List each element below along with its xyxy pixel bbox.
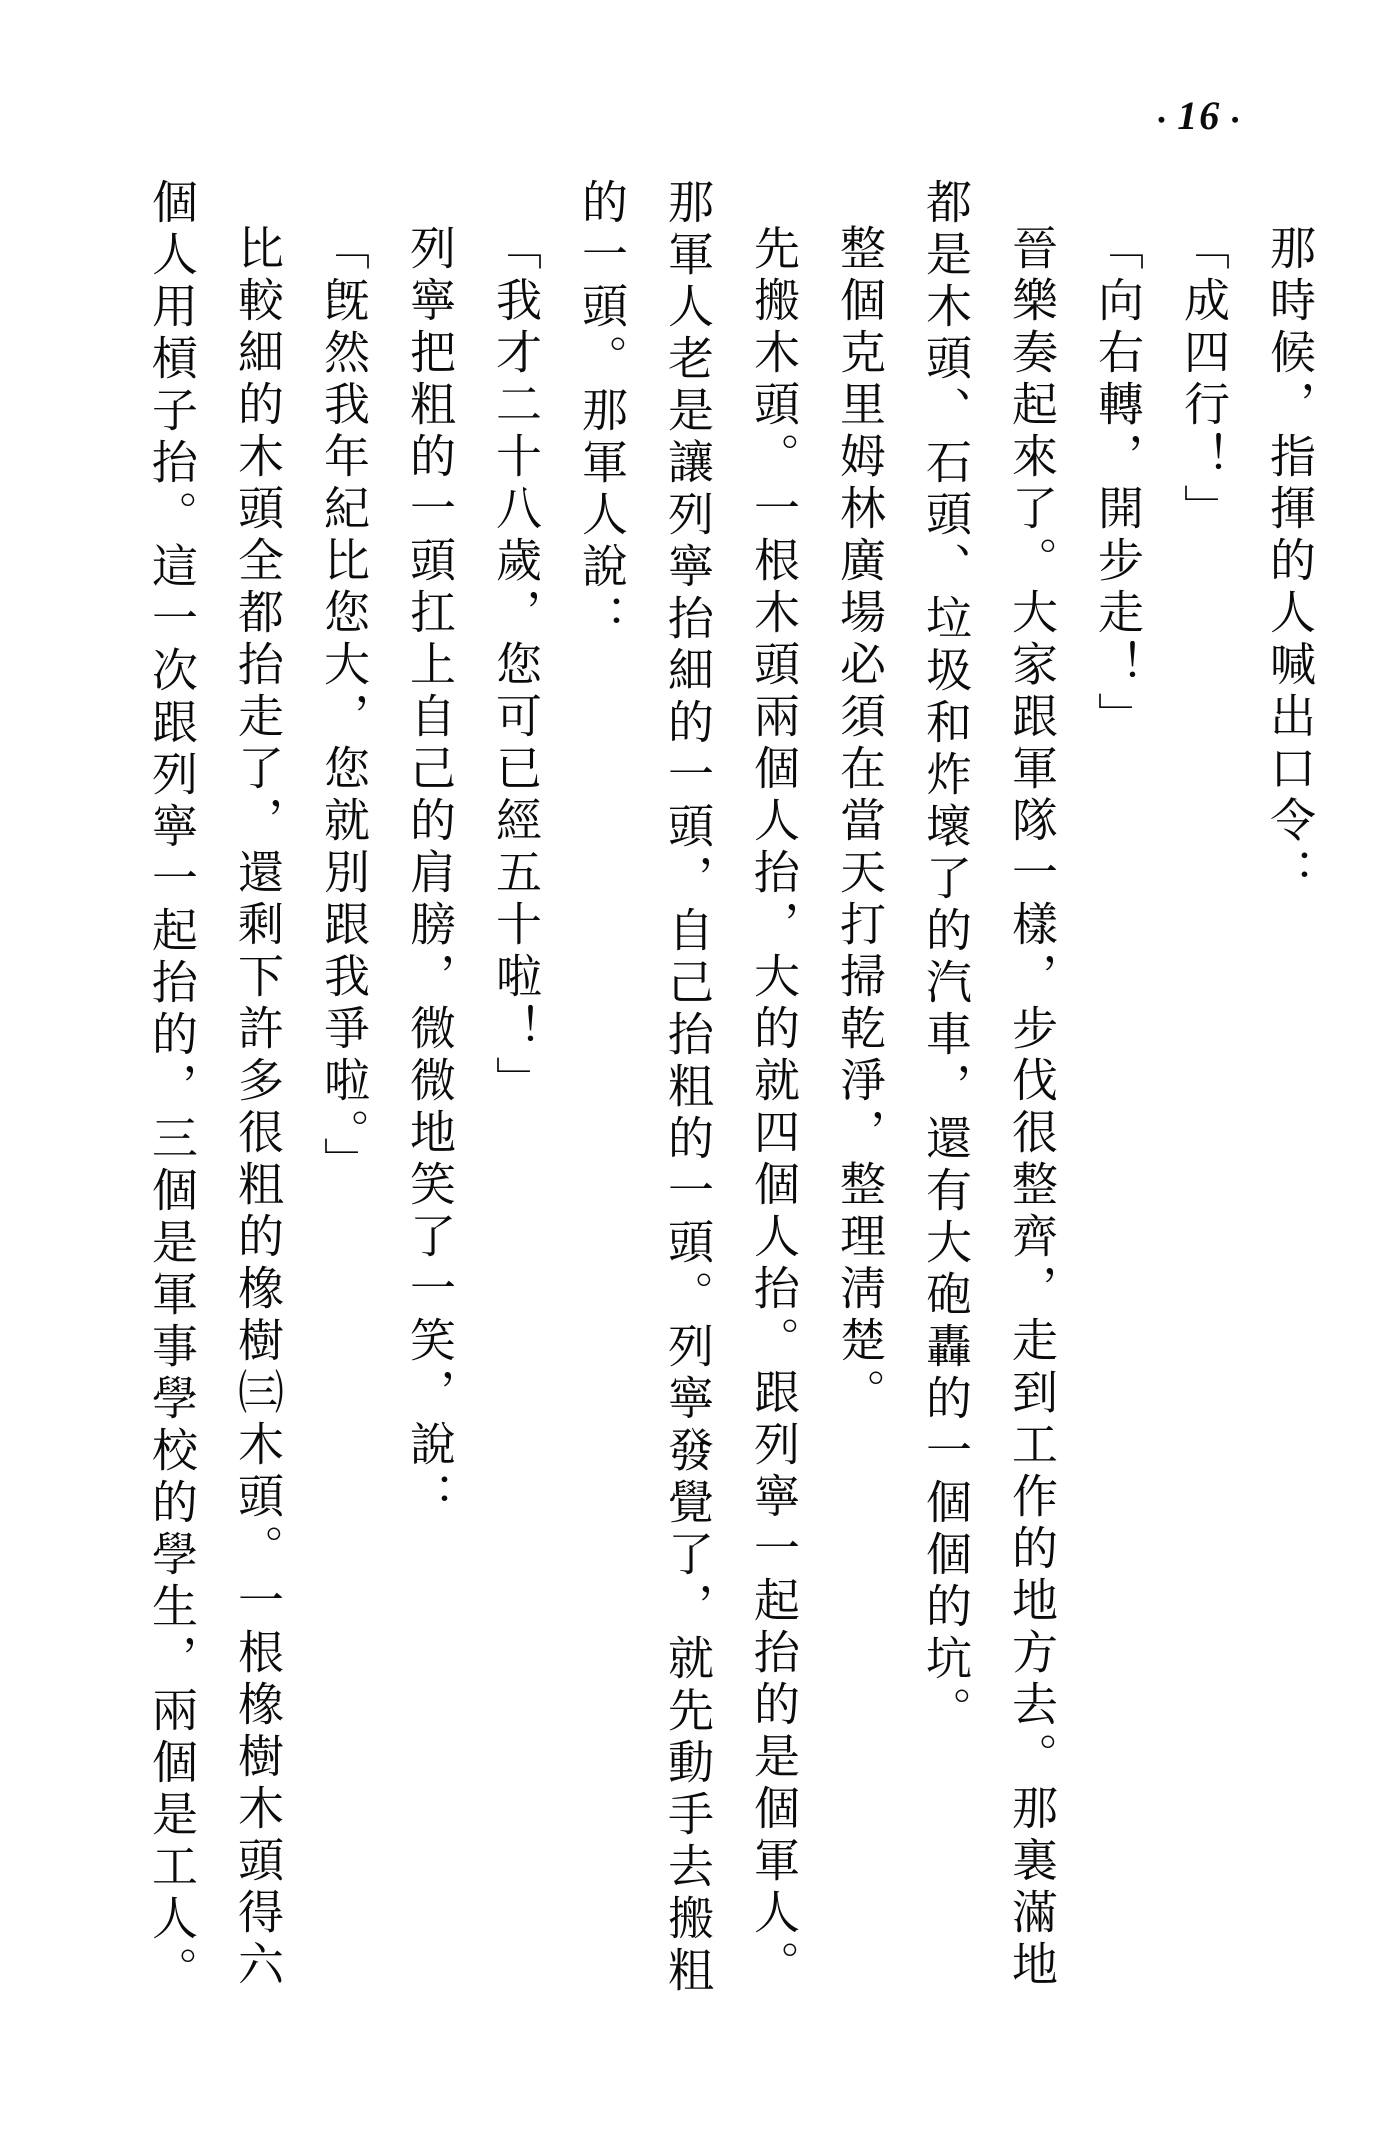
paragraph-5: 整個克里姆林廣場必須在當天打掃乾淨，整理淸楚。 xyxy=(833,224,887,1420)
page-number-value: 16 xyxy=(1177,93,1222,138)
paragraph-6: 先搬木頭。一根木頭兩個人抬，大的就四個人抬。跟列寧一起抬的是個軍人。那軍人老是讓列寧抬細的一頭，自己抬粗的一頭。列寧發覺了，就先動手去搬粗的一頭。那軍人說： xyxy=(575,178,801,1998)
paragraph-3: 「向右轉，開步走！」 xyxy=(1091,224,1145,744)
paragraph-7: 「我才二十八歲，您可已經五十啦！」 xyxy=(489,224,543,1108)
paragraph-9: 「旣然我年紀比您大，您就別跟我爭啦。」 xyxy=(317,224,371,1189)
paragraph-10: 比較細的木頭全都抬走了，還剩下許多很粗的橡樹㈢木頭。一根橡樹木頭得六個人用槓子抬。這一次跟列寧一起抬的，三個是軍事學校的學生，兩個是工人。 xyxy=(145,178,285,1998)
paragraph-4: 晉樂奏起來了。大家跟軍隊一樣，步伐很整齊，走到工作的地方去。那裏滿地都是木頭、石頭、垃圾和炸壞了的汽車，還有大砲轟的一個個的坑。 xyxy=(919,178,1059,1992)
paragraph-2: 「成四行！」 xyxy=(1177,224,1231,536)
paragraph-1: 那時候，指揮的人喊出口令： xyxy=(1263,224,1317,900)
page-number: • 16 • xyxy=(1157,93,1241,138)
body-text xyxy=(53,178,1333,2028)
paragraph-8: 列寧把粗的一頭扛上自己的肩膀，微微地笑了一笑，說： xyxy=(403,224,457,1524)
